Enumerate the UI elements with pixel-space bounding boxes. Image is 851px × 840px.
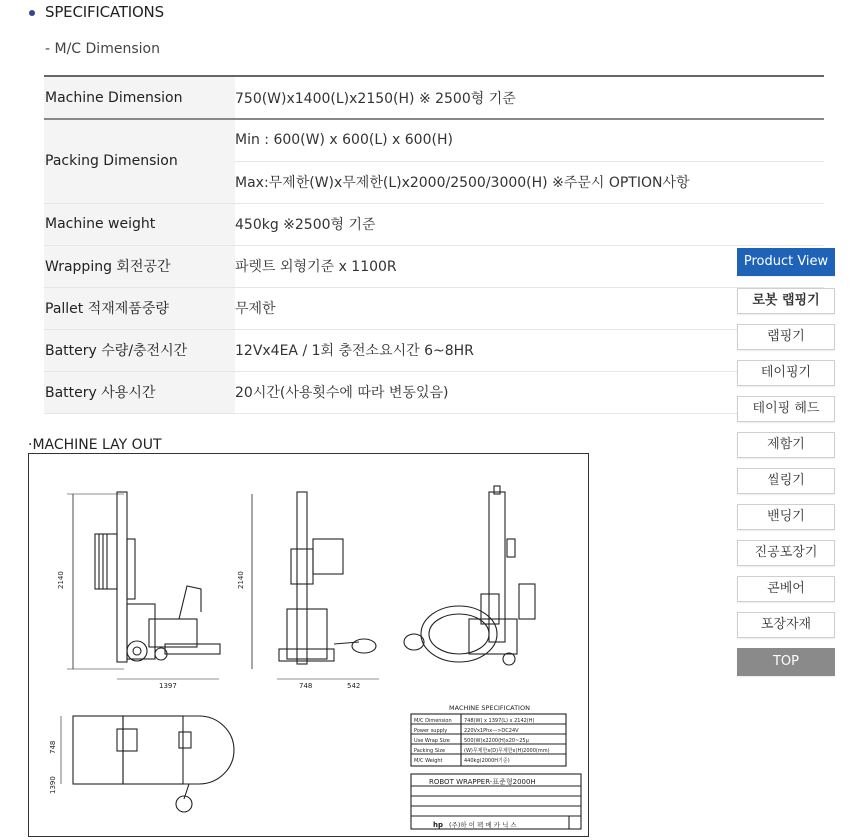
title-block: ROBOT WRAPPER-표준형2000H bbox=[429, 778, 536, 786]
spec-value: 무제한 bbox=[235, 287, 824, 329]
spec-key: Use Wrap Size bbox=[414, 738, 450, 744]
nav-item-robot-wrapping[interactable]: 로봇 랩핑기 bbox=[737, 288, 835, 314]
layout-title: ·MACHINE LAY OUT bbox=[28, 437, 162, 453]
table-row bbox=[44, 287, 824, 329]
nav-item-taping-head[interactable]: 테이핑 헤드 bbox=[737, 396, 835, 422]
nav-item-taping[interactable]: 테이핑기 bbox=[737, 360, 835, 386]
dim-bottom-height: 748 bbox=[49, 740, 57, 754]
spec-label: Pallet 적재제품중량 bbox=[44, 287, 235, 329]
side-nav bbox=[737, 248, 835, 686]
company-name: (주)하 이 팩 메 카 닉 스 bbox=[449, 821, 517, 829]
machine-layout-drawing bbox=[28, 453, 589, 837]
spec-label: Machine weight bbox=[44, 203, 235, 245]
table-row bbox=[44, 76, 824, 119]
spec-label: Wrapping 회전공간 bbox=[44, 245, 235, 287]
spec-table bbox=[44, 75, 824, 414]
spec-value: Min : 600(W) x 600(L) x 600(H) bbox=[235, 119, 824, 161]
spec-val: (W)무제한x(D)무제한x(H)2000(mm) bbox=[464, 748, 550, 754]
spec-value: Max:무제한(W)x무제한(L)x2000/2500/3000(H) ※주문시 OPTION사항 bbox=[235, 161, 824, 203]
spec-val: 748(W) x 1397(L) x 2142(H) bbox=[464, 718, 535, 724]
spec-key: M/C Weight bbox=[414, 758, 443, 764]
table-row bbox=[44, 119, 824, 161]
spec-value: 750(W)x1400(L)x2150(H) ※ 2500형 기준 bbox=[235, 76, 824, 119]
section-title: SPECIFICATIONS bbox=[45, 3, 164, 21]
dim-width-front-b: 542 bbox=[347, 682, 361, 690]
spec-value: 12Vx4EA / 1회 충전소요시간 6~8HR bbox=[235, 329, 824, 371]
nav-item-sealing[interactable]: 씰링기 bbox=[737, 468, 835, 494]
spec-val: 440kg(2000H기준) bbox=[464, 758, 510, 764]
spec-value: 파렛트 외형기준 x 1100R bbox=[235, 245, 824, 287]
table-row bbox=[44, 245, 824, 287]
product-view-header[interactable]: Product View bbox=[737, 248, 835, 276]
spec-key: M/C Dimension bbox=[414, 718, 452, 724]
top-button[interactable]: TOP bbox=[737, 648, 835, 676]
table-row bbox=[44, 203, 824, 245]
nav-item-banding[interactable]: 밴딩기 bbox=[737, 504, 835, 530]
nav-item-conveyor[interactable]: 콘베어 bbox=[737, 576, 835, 602]
company-logo: hp bbox=[433, 821, 443, 829]
nav-item-wrapping[interactable]: 랩핑기 bbox=[737, 324, 835, 350]
spec-val: 500(W)x2200(H)x20~25μ bbox=[464, 738, 529, 744]
technical-drawing bbox=[29, 454, 588, 836]
nav-item-case-erector[interactable]: 제함기 bbox=[737, 432, 835, 458]
table-row bbox=[44, 329, 824, 371]
spec-label: Packing Dimension bbox=[44, 119, 235, 203]
spec-value: 20시간(사용횟수에 따라 변동있음) bbox=[235, 371, 824, 413]
machine-spec-title: MACHINE SPECIFICATION bbox=[449, 704, 530, 712]
spec-label: Battery 수량/충전시간 bbox=[44, 329, 235, 371]
dim-height-side: 2140 bbox=[57, 571, 65, 589]
spec-value: 450kg ※2500형 기준 bbox=[235, 203, 824, 245]
section-subtitle: - M/C Dimension bbox=[45, 41, 160, 57]
nav-item-packing-material[interactable]: 포장자재 bbox=[737, 612, 835, 638]
spec-val: 220Vx1Phx—>DC24V bbox=[464, 728, 519, 734]
spec-key: Packing Size bbox=[414, 748, 446, 754]
nav-item-vacuum-packing[interactable]: 진공포장기 bbox=[737, 540, 835, 566]
spec-label: Battery 사용시간 bbox=[44, 371, 235, 413]
spec-label: Machine Dimension bbox=[44, 76, 235, 119]
bullet-icon bbox=[29, 10, 35, 16]
dim-bottom-width: 1390 bbox=[49, 776, 57, 794]
dim-height-front: 2140 bbox=[237, 571, 245, 589]
spec-key: Power supply bbox=[414, 728, 448, 734]
dim-width-side: 1397 bbox=[159, 682, 177, 690]
table-row bbox=[44, 371, 824, 413]
dim-width-front-a: 748 bbox=[299, 682, 313, 690]
